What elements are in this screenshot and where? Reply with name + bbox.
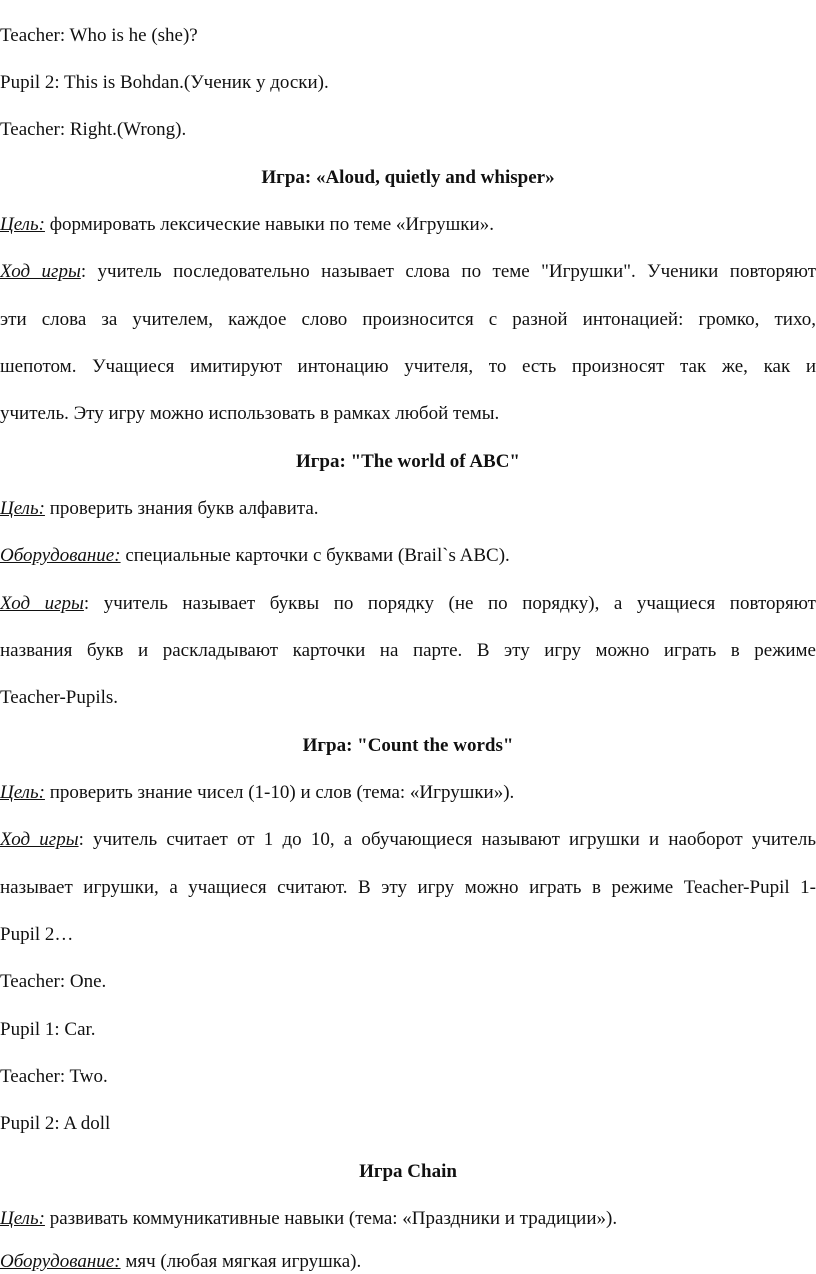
goal-label: Цель: <box>0 214 45 235</box>
game1-course-line-4: учитель. Эту игру можно использовать в рамках любой темы. <box>0 403 500 424</box>
course-label: Ход игры <box>0 593 84 614</box>
dialog-line: Teacher: Two. <box>0 1066 108 1087</box>
dialog-line: Pupil 1: Car. <box>0 1019 96 1040</box>
course-label: Ход игры <box>0 261 81 282</box>
intro-line-2: Pupil 2: This is Bohdan.(Ученик у доски). <box>0 72 329 93</box>
game3-course-line-2: называет игрушки, а учащиеся считают. В эту игру можно играть в режиме Teacher-Pupil 1- <box>0 877 816 898</box>
game2-course-line-3: Teacher-Pupils. <box>0 687 119 708</box>
dialog-line: Pupil 2: A doll <box>0 1113 111 1134</box>
goal-text: проверить знание чисел (1-10) и слов (тема: «Игрушки»). <box>44 782 515 803</box>
game2-equipment <box>0 544 816 568</box>
game1-course-line-1 <box>0 260 816 284</box>
goal-text: проверить знания букв алфавита. <box>44 498 319 519</box>
game4-equipment <box>0 1250 816 1274</box>
goal-text: развивать коммуникативные навыки (тема: «Праздники и традиции»). <box>44 1208 618 1229</box>
goal-label: Цель: <box>0 1208 45 1229</box>
game2-course-line-2: названия букв и раскладывают карточки на парте. В эту игру можно играть в режиме <box>0 640 816 661</box>
game2-goal <box>0 497 816 521</box>
game4-title: Игра Chain <box>359 1161 457 1182</box>
intro-line-1: Teacher: Who is he (she)? <box>0 25 198 46</box>
game3-title: Игра: "Count the words" <box>302 735 514 756</box>
dialog-line: Teacher: One. <box>0 971 107 992</box>
game3-goal <box>0 781 816 805</box>
goal-label: Цель: <box>0 782 45 803</box>
game4-goal <box>0 1207 816 1231</box>
game3-course-line-1 <box>0 828 816 852</box>
game2-course-line-1 <box>0 592 816 616</box>
equipment-label: Оборудование: <box>0 1251 121 1272</box>
course-text: : учитель считает от 1 до 10, а обучающиеся называют игрушки и наоборот учитель <box>78 829 816 850</box>
game1-goal <box>0 213 816 237</box>
game1-course-line-2: эти слова за учителем, каждое слово произносится с разной интонацией: громко, тихо, <box>0 309 816 330</box>
goal-label: Цель: <box>0 498 45 519</box>
course-text: : учитель называет буквы по порядку (не по порядку), а учащиеся повторяют <box>83 593 816 614</box>
equipment-text: мяч (любая мягкая игрушка). <box>120 1251 362 1272</box>
intro-line-3: Teacher: Right.(Wrong). <box>0 119 187 140</box>
course-text: : учитель последовательно называет слова по теме "Игрушки". Ученики повторяют <box>80 261 816 282</box>
game1-title: Игра: «Aloud, quietly and whisper» <box>261 167 555 188</box>
game3-course-line-3: Pupil 2… <box>0 924 74 945</box>
game2-title: Игра: "The world of ABC" <box>296 451 520 472</box>
equipment-text: специальные карточки с буквами (Brail`s ABC). <box>120 545 510 566</box>
course-label: Ход игры <box>0 829 79 850</box>
goal-text: формировать лексические навыки по теме «Игрушки». <box>44 214 494 235</box>
game1-course-line-3: шепотом. Учащиеся имитируют интонацию учителя, то есть произносят так же, как и <box>0 356 816 377</box>
equipment-label: Оборудование: <box>0 545 121 566</box>
